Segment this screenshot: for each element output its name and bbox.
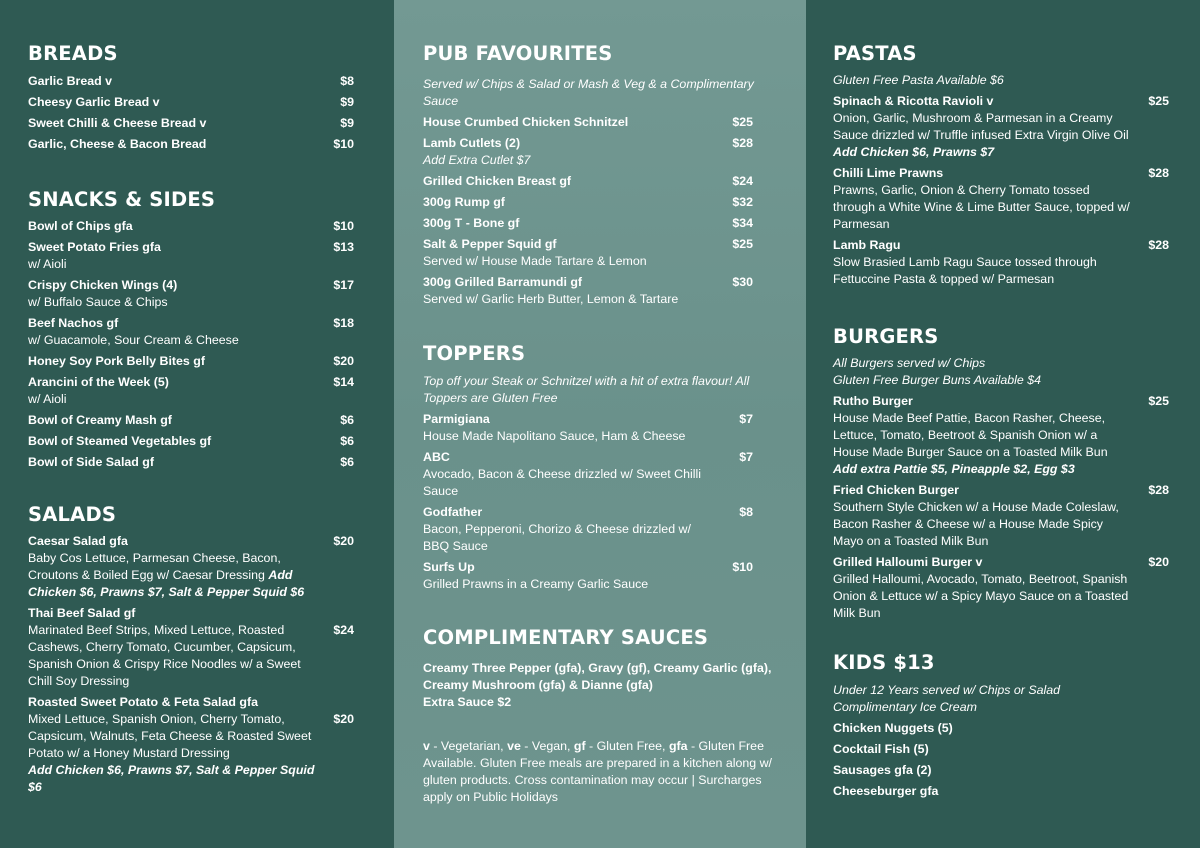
section-title: PUB FAVOURITES (423, 42, 613, 65)
item-price: $18 (333, 316, 354, 330)
item-name: Sausages gfa (2) (833, 763, 932, 777)
legend-text: - Vegan, (520, 739, 574, 753)
item-price: $8 (340, 74, 354, 88)
menu-item (28, 136, 354, 153)
item-name: Cheeseburger gfa (833, 784, 939, 798)
item-add-on: Add Chicken $6, Prawns $7, Salt & Pepper Squid $6 (28, 763, 315, 794)
menu-item (423, 504, 753, 555)
item-name: Grilled Halloumi Burger v (833, 555, 983, 569)
menu-item (28, 412, 354, 429)
menu-item (423, 215, 753, 232)
item-description: Served w/ Garlic Herb Butter, Lemon & Tartare (423, 292, 679, 306)
item-price: $25 (732, 115, 753, 129)
item-name: Spinach & Ricotta Ravioli v (833, 94, 994, 108)
item-name: Bowl of Steamed Vegetables gf (28, 434, 212, 448)
item-description (28, 550, 318, 601)
extra-sauce-price: Extra Sauce $2 (423, 695, 512, 709)
menu-item (28, 239, 354, 273)
item-name: 300g Rump gf (423, 195, 505, 209)
section-note: Top off your Steak or Schnitzel with a hit of extra flavour! All Toppers are Gluten Free (423, 374, 750, 405)
section-breads (28, 42, 354, 153)
menu-column-right (806, 0, 1200, 848)
item-price: $32 (732, 195, 753, 209)
sauce-list: Creamy Three Pepper (gfa), Gravy (gf), Creamy Garlic (gfa), Creamy Mushroom (gfa) & Dianne (gfa) (423, 661, 772, 692)
section-pastas (833, 42, 1169, 288)
menu-item (423, 114, 753, 131)
item-add-on: Add Chicken $6, Prawns $7 (833, 145, 995, 159)
item-price: $20 (333, 534, 354, 548)
legend-text: - Vegetarian, (429, 739, 508, 753)
item-price: $34 (732, 216, 753, 230)
item-price: $24 (732, 174, 753, 188)
item-description (28, 711, 318, 796)
section-title: COMPLIMENTARY SAUCES (423, 626, 709, 649)
section-burgers (833, 325, 1169, 622)
item-name: Sweet Potato Fries gfa (28, 240, 161, 254)
item-name: House Crumbed Chicken Schnitzel (423, 115, 629, 129)
legend-text: - Gluten Free, (585, 739, 669, 753)
item-add-on: Add Chicken $6, Prawns $7, Salt & Pepper Squid $6 (28, 568, 305, 599)
item-name: Bowl of Chips gfa (28, 219, 133, 233)
menu-item (423, 236, 753, 270)
item-description: Grilled Prawns in a Creamy Garlic Sauce (423, 577, 649, 591)
menu-item (833, 482, 1169, 550)
legend-key: ve (507, 739, 521, 753)
item-name: Roasted Sweet Potato & Feta Salad gfa (28, 695, 258, 709)
item-price: $9 (340, 116, 354, 130)
item-name: 300g Grilled Barramundi gf (423, 275, 583, 289)
item-description: Grilled Halloumi, Avocado, Tomato, Beetroot, Spanish Onion & Lettuce w/ a Spicy Mayo Sauce on a Toasted Milk Bun (833, 572, 1129, 620)
item-name: Bowl of Side Salad gf (28, 455, 154, 469)
item-price: $25 (732, 237, 753, 251)
item-name: Parmigiana (423, 412, 490, 426)
item-name: Surfs Up (423, 560, 475, 574)
section-note: All Burgers served w/ Chips (833, 356, 986, 370)
item-description: w/ Aioli (28, 392, 67, 406)
item-name: Grilled Chicken Breast gf (423, 174, 572, 188)
menu-item (28, 115, 354, 132)
item-name: Bowl of Creamy Mash gf (28, 413, 172, 427)
section-complimentary-sauces (423, 626, 783, 711)
section-snacks-sides (28, 188, 354, 471)
item-name: Cocktail Fish (5) (833, 742, 929, 756)
item-price: $28 (732, 136, 753, 150)
item-price: $30 (732, 275, 753, 289)
item-description: w/ Buffalo Sauce & Chips (28, 295, 168, 309)
item-description: Southern Style Chicken w/ a House Made Coleslaw, Bacon Rasher & Cheese w/ a House Made Spicy Mayo on a Toasted Milk Bun (833, 500, 1119, 548)
menu-item (423, 135, 753, 169)
item-add-on: Add Extra Cutlet $7 (423, 153, 531, 167)
item-description: Marinated Beef Strips, Mixed Lettuce, Roasted Cashews, Cherry Tomato, Cucumber, Capsicum, Spanish Onion & Crispy Rice Noodles w/ a Sweet Chill Soy Dressing (28, 623, 301, 688)
menu-item (833, 720, 1169, 737)
section-title: PASTAS (833, 42, 917, 65)
item-name: Godfather (423, 505, 483, 519)
menu-item (28, 433, 354, 450)
item-price: $24 (333, 623, 354, 637)
menu-item (28, 454, 354, 471)
item-price: $20 (333, 712, 354, 726)
menu-item (423, 449, 753, 500)
item-price: $9 (340, 95, 354, 109)
item-name: Chilli Lime Prawns (833, 166, 944, 180)
section-kids (833, 651, 1169, 800)
section-title: TOPPERS (423, 342, 526, 365)
section-salads (28, 503, 354, 796)
menu-item (28, 277, 354, 311)
item-price: $7 (739, 450, 753, 464)
item-name: Arancini of the Week (5) (28, 375, 169, 389)
item-price: $20 (333, 354, 354, 368)
item-price: $10 (333, 219, 354, 233)
item-description: w/ Aioli (28, 257, 67, 271)
legend-key: v (423, 739, 430, 753)
item-name: Thai Beef Salad gf (28, 606, 136, 620)
item-price: $28 (1148, 238, 1169, 252)
section-title: KIDS $13 (833, 651, 935, 674)
menu-item (423, 194, 753, 211)
item-description: House Made Napolitano Sauce, Ham & Cheese (423, 429, 686, 443)
item-name: Garlic Bread v (28, 74, 113, 88)
menu-item (28, 73, 354, 90)
item-description-text: Baby Cos Lettuce, Parmesan Cheese, Bacon, Croutons & Boiled Egg w/ Caesar Dressing (28, 551, 281, 582)
item-price: $10 (732, 560, 753, 574)
menu-item (833, 165, 1169, 233)
legend-key: gfa (668, 739, 688, 753)
item-name: Salt & Pepper Squid gf (423, 237, 557, 251)
item-price: $17 (333, 278, 354, 292)
menu-item (28, 533, 354, 601)
menu-item (833, 783, 1169, 800)
item-price: $28 (1148, 483, 1169, 497)
item-name: Caesar Salad gfa (28, 534, 128, 548)
section-note: Under 12 Years served w/ Chips or Salad Complimentary Ice Cream (833, 683, 1061, 714)
item-name: Beef Nachos gf (28, 316, 119, 330)
section-note: Served w/ Chips & Salad or Mash & Veg & a Complimentary Sauce (423, 77, 754, 108)
dietary-legend (423, 738, 778, 806)
menu-item (423, 274, 753, 308)
menu-item (28, 94, 354, 111)
item-price: $28 (1148, 166, 1169, 180)
menu-item (833, 93, 1169, 161)
menu-item (28, 374, 354, 408)
item-name: Chicken Nuggets (5) (833, 721, 953, 735)
item-name: Cheesy Garlic Bread v (28, 95, 160, 109)
item-description-text: Mixed Lettuce, Spanish Onion, Cherry Tomato, Capsicum, Walnuts, Feta Cheese & Roasted Sweet Potato w/ a Honey Mustard Dressing (28, 712, 312, 760)
menu-item (833, 237, 1169, 288)
section-pub-favourites (423, 42, 753, 308)
item-price: $6 (340, 434, 354, 448)
item-price: $8 (739, 505, 753, 519)
menu-column-middle (394, 0, 806, 848)
item-name: 300g T - Bone gf (423, 216, 520, 230)
item-description: Slow Brasied Lamb Ragu Sauce tossed through Fettuccine Pasta & topped w/ Parmesan (833, 255, 1097, 286)
item-description-text: Onion, Garlic, Mushroom & Parmesan in a Creamy Sauce drizzled w/ Truffle infused Extra Virgin Olive Oil (833, 111, 1129, 142)
section-title: SNACKS & SIDES (28, 188, 216, 211)
item-name: Rutho Burger (833, 394, 913, 408)
menu-item (833, 762, 1169, 779)
item-name: ABC (423, 450, 450, 464)
section-note: Gluten Free Burger Buns Available $4 (833, 373, 1042, 387)
menu-item (833, 741, 1169, 758)
legend-text: - Gluten Free Available. Gluten Free meals are prepared in a kitchen along w/ gluten products. Cross contamination may occur | Surcharges apply on Public Holidays (423, 739, 772, 804)
item-description: Avocado, Bacon & Cheese drizzled w/ Sweet Chilli Sauce (423, 467, 702, 498)
item-price: $6 (340, 455, 354, 469)
menu-item (423, 173, 753, 190)
menu-item (833, 393, 1169, 478)
section-toppers (423, 342, 753, 593)
item-price: $7 (739, 412, 753, 426)
menu-column-left (0, 0, 394, 848)
item-add-on: Add extra Pattie $5, Pineapple $2, Egg $3 (833, 462, 1075, 476)
item-name: Lamb Cutlets (2) (423, 136, 521, 150)
item-description: w/ Guacamole, Sour Cream & Cheese (28, 333, 239, 347)
menu-item (28, 694, 354, 796)
item-name: Garlic, Cheese & Bacon Bread (28, 137, 207, 151)
item-name: Fried Chicken Burger (833, 483, 959, 497)
menu-item (28, 353, 354, 370)
item-description: Prawns, Garlic, Onion & Cherry Tomato tossed through a White Wine & Lime Butter Sauce, topped w/ Parmesan (833, 183, 1130, 231)
section-title: BURGERS (833, 325, 939, 348)
item-price: $10 (333, 137, 354, 151)
item-name: Crispy Chicken Wings (4) (28, 278, 178, 292)
item-price: $6 (340, 413, 354, 427)
section-title: SALADS (28, 503, 117, 526)
item-price: $20 (1148, 555, 1169, 569)
item-description: Bacon, Pepperoni, Chorizo & Cheese drizzled w/ BBQ Sauce (423, 522, 691, 553)
item-description: House Made Beef Pattie, Bacon Rasher, Cheese, Lettuce, Tomato, Beetroot & Spanish Onion w/ a House Made Burger Sauce on a Toasted Milk Bun (833, 411, 1108, 459)
section-note: Gluten Free Pasta Available $6 (833, 73, 1004, 87)
menu-item (423, 559, 753, 593)
menu-item (833, 554, 1169, 622)
legend-key: gf (573, 739, 586, 753)
item-price: $25 (1148, 394, 1169, 408)
item-price: $25 (1148, 94, 1169, 108)
menu-item (28, 315, 354, 349)
item-name: Sweet Chilli & Cheese Bread v (28, 116, 207, 130)
section-title: BREADS (28, 42, 118, 65)
item-name: Honey Soy Pork Belly Bites gf (28, 354, 205, 368)
menu-item (28, 218, 354, 235)
menu-item (28, 605, 354, 690)
item-price: $13 (333, 240, 354, 254)
menu-item (423, 411, 753, 445)
item-name: Lamb Ragu (833, 238, 901, 252)
item-description: Served w/ House Made Tartare & Lemon (423, 254, 647, 268)
item-price: $14 (333, 375, 354, 389)
item-description (833, 110, 1133, 161)
